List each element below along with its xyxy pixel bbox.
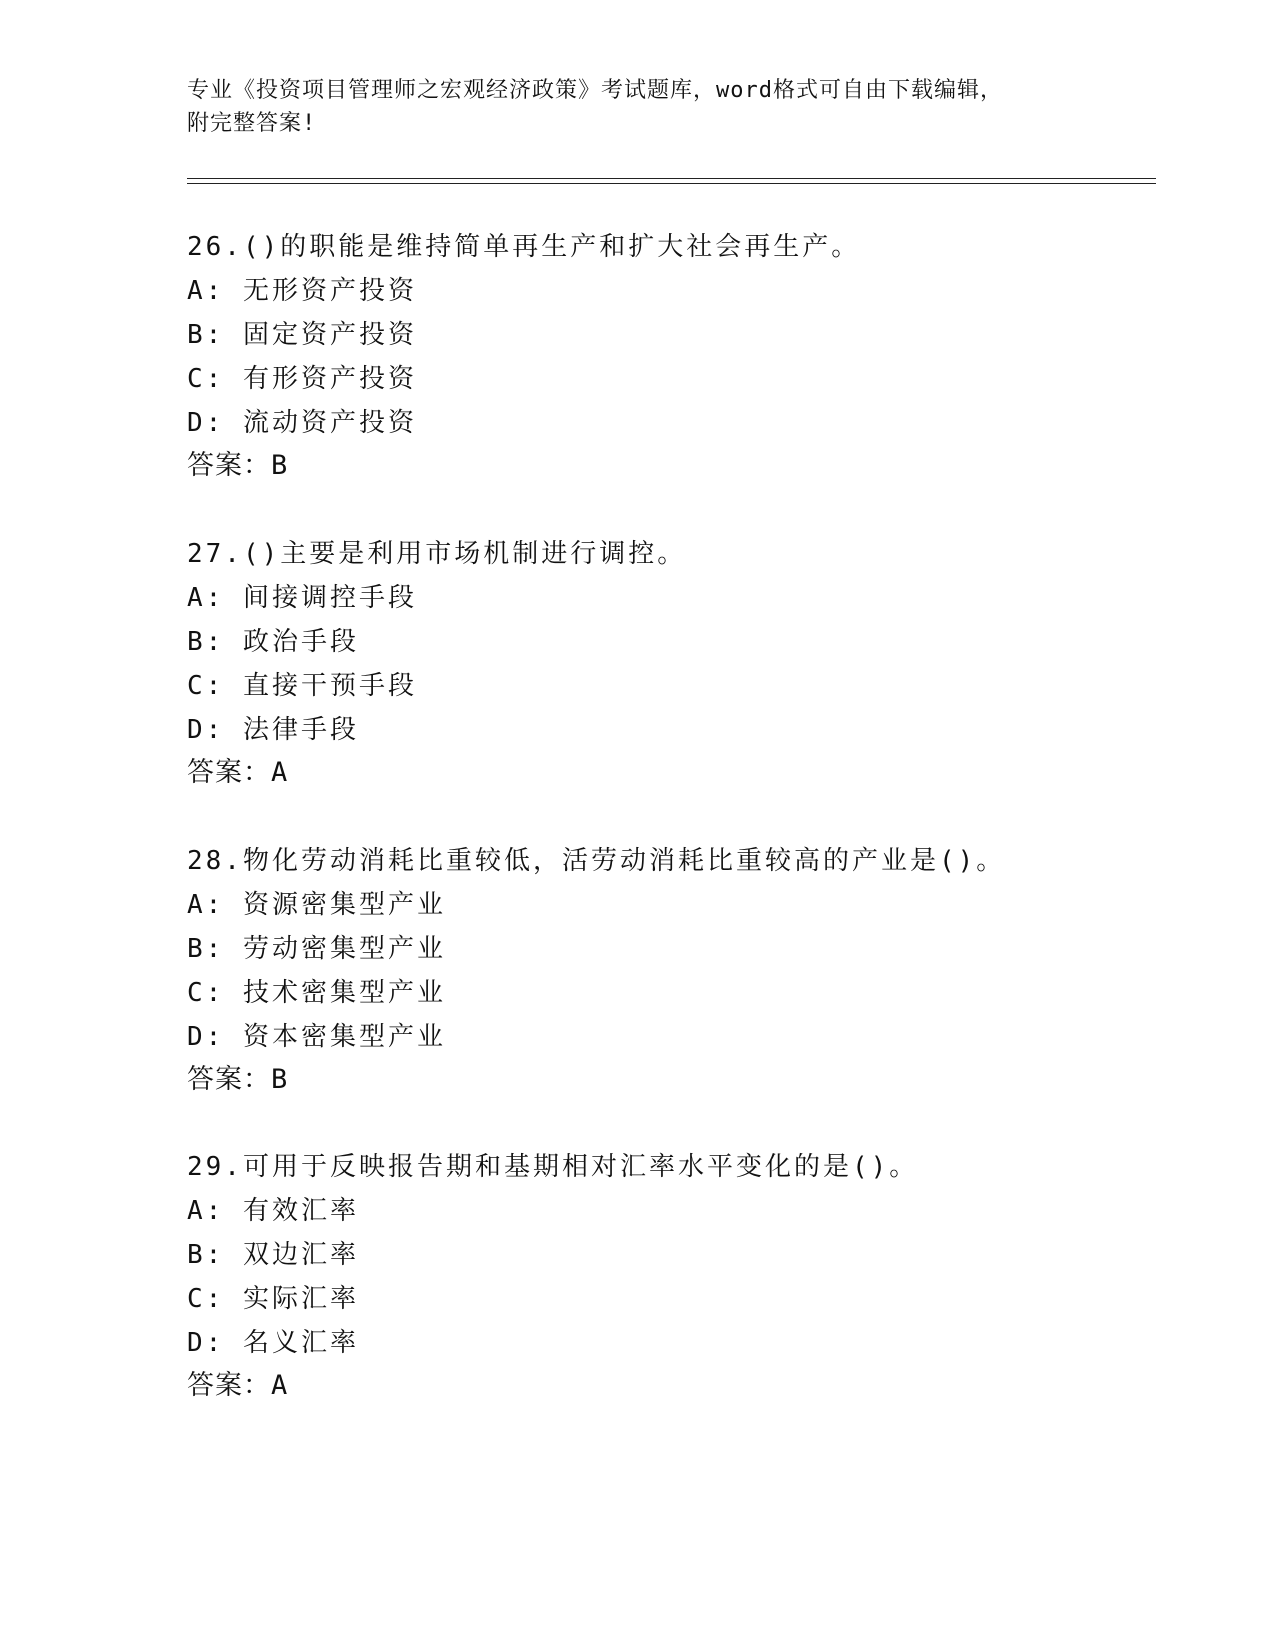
answer-value: B	[271, 450, 289, 481]
answer-value: A	[271, 1370, 289, 1401]
option-b: B: 双边汇率	[187, 1240, 359, 1270]
option-c: C: 有形资产投资	[187, 364, 417, 394]
option-a: A: 有效汇率	[187, 1196, 359, 1226]
answer-label: 答案：	[187, 450, 271, 481]
answer-label: 答案：	[187, 1064, 271, 1095]
question-stem: 28.物化劳动消耗比重较低，活劳动消耗比重较高的产业是()。	[187, 846, 1006, 876]
answer-value: B	[271, 1064, 289, 1095]
document-header	[187, 74, 1087, 140]
option-d: D: 法律手段	[187, 715, 359, 745]
answer-line	[187, 758, 288, 788]
option-a: A: 资源密集型产业	[187, 890, 446, 920]
option-b: B: 固定资产投资	[187, 320, 417, 350]
answer-line	[187, 1065, 288, 1095]
answer-line	[187, 1371, 288, 1401]
option-c: C: 技术密集型产业	[187, 978, 446, 1008]
header-divider-top	[187, 178, 1156, 179]
answer-label: 答案：	[187, 757, 271, 788]
option-d: D: 流动资产投资	[187, 408, 417, 438]
answer-label: 答案：	[187, 1370, 271, 1401]
option-c: C: 直接干预手段	[187, 671, 417, 701]
option-d: D: 资本密集型产业	[187, 1022, 446, 1052]
question-stem: 29.可用于反映报告期和基期相对汇率水平变化的是()。	[187, 1152, 919, 1182]
question-stem: 26.()的职能是维持简单再生产和扩大社会再生产。	[187, 232, 861, 262]
option-b: B: 政治手段	[187, 627, 359, 657]
question-stem: 27.()主要是利用市场机制进行调控。	[187, 539, 687, 569]
answer-line	[187, 451, 288, 481]
option-c: C: 实际汇率	[187, 1284, 359, 1314]
answer-value: A	[271, 757, 289, 788]
header-line-1: 专业《投资项目管理师之宏观经济政策》考试题库，word格式可自由下载编辑，	[187, 78, 1003, 103]
header-line-2: 附完整答案!	[187, 111, 317, 136]
option-a: A: 间接调控手段	[187, 583, 417, 613]
header-divider-bottom	[187, 183, 1156, 184]
option-d: D: 名义汇率	[187, 1328, 359, 1358]
option-b: B: 劳动密集型产业	[187, 934, 446, 964]
option-a: A: 无形资产投资	[187, 276, 417, 306]
